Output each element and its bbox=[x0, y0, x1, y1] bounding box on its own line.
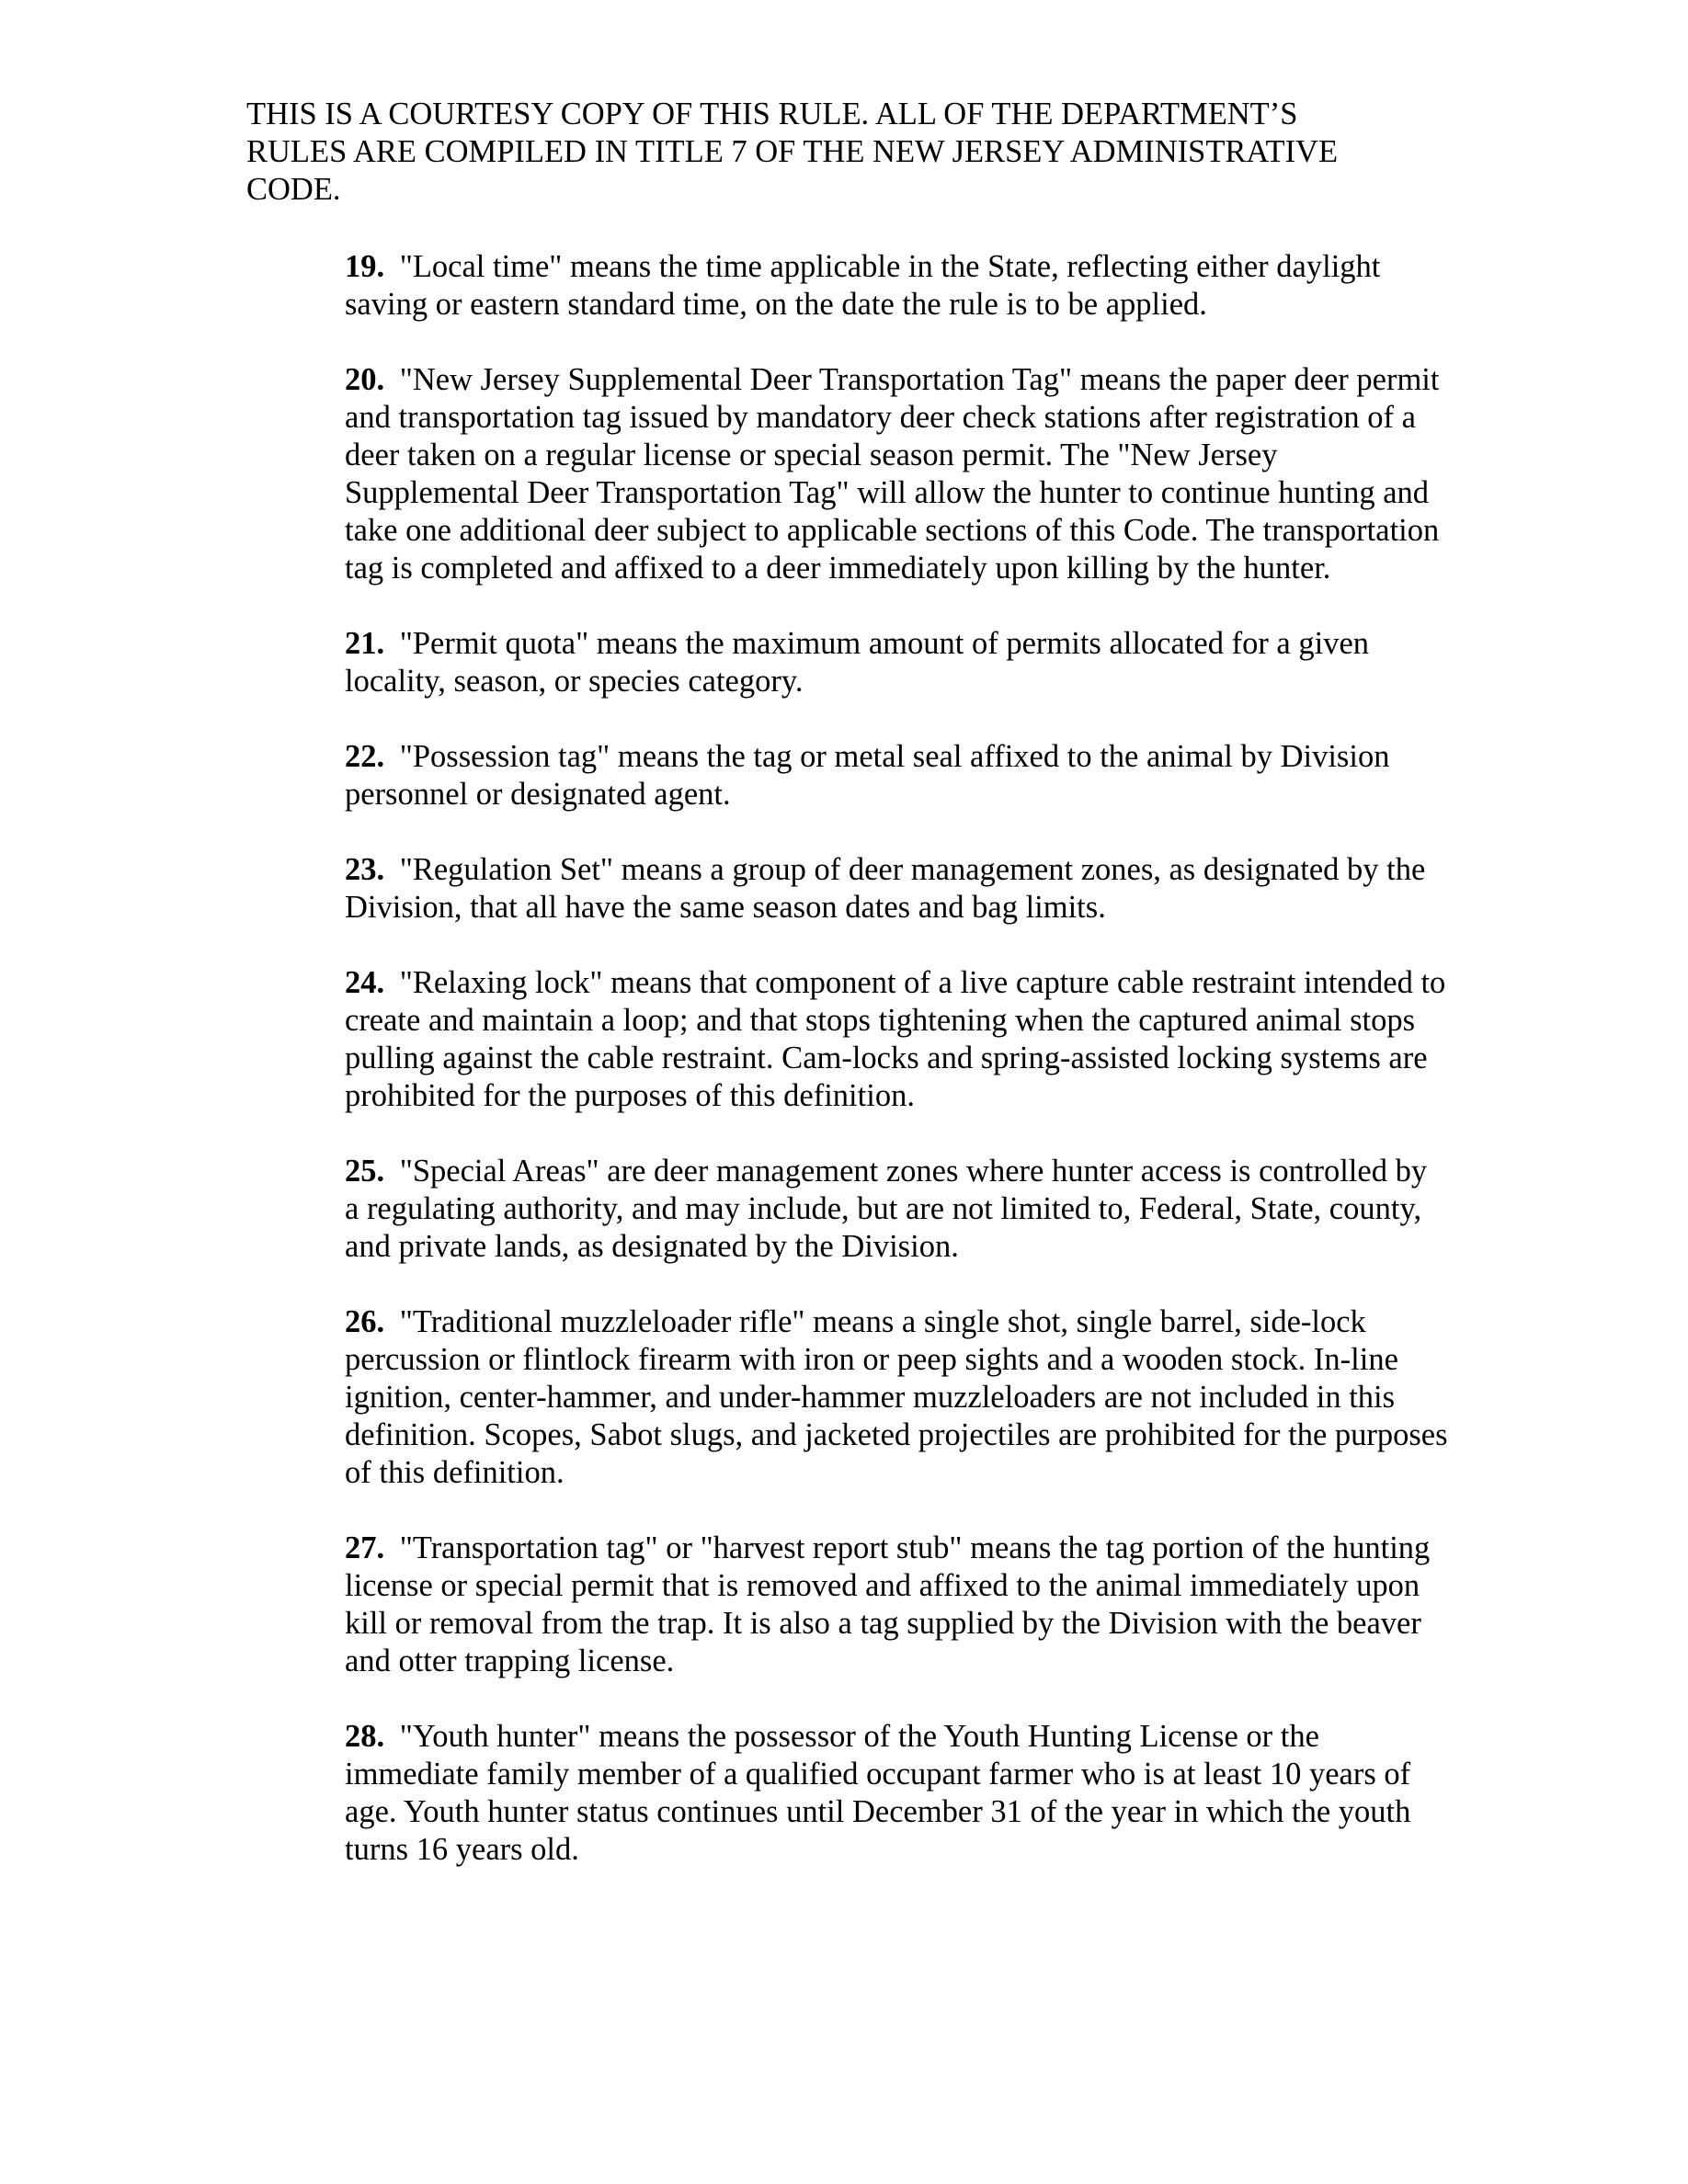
definition-text: "Possession tag" means the tag or metal seal affixed to the animal by Division personnel or designated agent. bbox=[345, 739, 1390, 812]
definition-text: "Relaxing lock" means that component of a live capture cable restraint intended to create and maintain a loop; and that stops tightening when the captured animal stops pulling against the cable restraint. Cam-locks and spring-assisted locking systems are prohibited for the purposes of this definition. bbox=[345, 965, 1446, 1113]
definition-23 bbox=[345, 851, 1448, 927]
definition-28 bbox=[345, 1718, 1448, 1869]
definition-26 bbox=[345, 1303, 1448, 1492]
definitions-list bbox=[345, 248, 1448, 1906]
courtesy-copy-notice bbox=[246, 96, 1442, 209]
definition-text: "Youth hunter" means the possessor of the Youth Hunting License or the immediate family member of a qualified occupant farmer who is at least 10 years of age. Youth hunter status continues until December 31 of the year in which the youth turns 16 years old. bbox=[345, 1719, 1411, 1867]
definition-22 bbox=[345, 738, 1448, 813]
definition-number: 27. bbox=[345, 1530, 385, 1565]
notice-line-2: RULES ARE COMPILED IN TITLE 7 OF THE NEW JERSEY ADMINISTRATIVE bbox=[246, 134, 1339, 169]
definition-text: "Regulation Set" means a group of deer management zones, as designated by the Division, that all have the same season dates and bag limits. bbox=[345, 852, 1426, 925]
definition-25 bbox=[345, 1153, 1448, 1266]
definition-text: "Traditional muzzleloader rifle" means a single shot, single barrel, side-lock percussion or flintlock firearm with iron or peep sights and a wooden stock. In-line ignition, center-hammer, and under-hammer muzzleloaders are not included in this definition. Scopes, Sabot slugs, and jacketed projectiles are prohibited for the purposes of this definition. bbox=[345, 1304, 1448, 1490]
definition-number: 24. bbox=[345, 965, 385, 1000]
definition-number: 25. bbox=[345, 1154, 385, 1189]
definition-text: "Special Areas" are deer management zones where hunter access is controlled by a regulating authority, and may include, but are not limited to, Federal, State, county, and private lands, as designated by the Division. bbox=[345, 1154, 1428, 1264]
notice-line-3: CODE. bbox=[246, 172, 341, 207]
definition-text: "New Jersey Supplemental Deer Transportation Tag" means the paper deer permit and transportation tag issued by mandatory deer check stations after registration of a deer taken on a regular license or special season permit. The "New Jersey Supplemental Deer Transportation Tag" will allow the hunter to continue hunting and take one additional deer subject to applicable sections of this Code. The transportation tag is completed and affixed to a deer immediately upon killing by the hunter. bbox=[345, 362, 1440, 586]
definition-number: 22. bbox=[345, 739, 385, 774]
definition-text: "Local time" means the time applicable in the State, reflecting either daylight saving or eastern standard time, on the date the rule is to be applied. bbox=[345, 249, 1381, 322]
definition-number: 21. bbox=[345, 626, 385, 661]
definition-number: 19. bbox=[345, 249, 385, 284]
definition-19 bbox=[345, 248, 1448, 324]
definition-27 bbox=[345, 1530, 1448, 1680]
definition-24 bbox=[345, 964, 1448, 1115]
definition-number: 20. bbox=[345, 362, 385, 397]
definition-number: 23. bbox=[345, 852, 385, 887]
definition-21 bbox=[345, 625, 1448, 700]
definition-number: 28. bbox=[345, 1719, 385, 1754]
definition-text: "Permit quota" means the maximum amount of permits allocated for a given locality, season, or species category. bbox=[345, 626, 1370, 699]
definition-20 bbox=[345, 361, 1448, 587]
notice-line-1: THIS IS A COURTESY COPY OF THIS RULE. ALL OF THE DEPARTMENT’S bbox=[246, 97, 1298, 131]
definition-text: "Transportation tag" or "harvest report stub" means the tag portion of the hunting license or special permit that is removed and affixed to the animal immediately upon kill or removal from the trap. It is also a tag supplied by the Division with the beaver and otter trapping license. bbox=[345, 1530, 1431, 1678]
definition-number: 26. bbox=[345, 1304, 385, 1339]
